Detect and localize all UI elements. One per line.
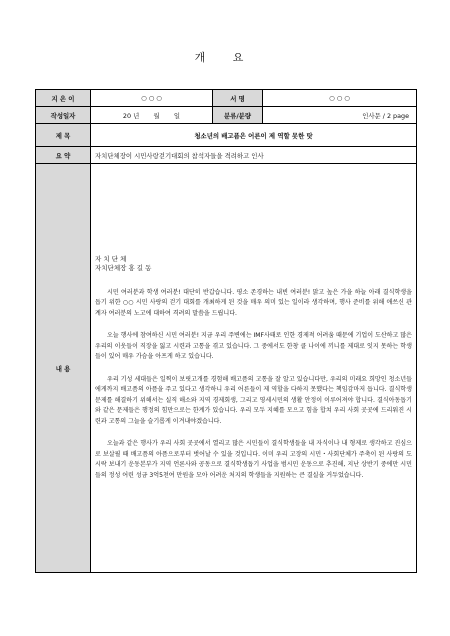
category-label: 분류/분량 [213, 107, 263, 124]
subject-row [36, 124, 417, 147]
content-row [36, 164, 417, 573]
body-paragraph: 시민 여러분과 학생 여러분! 대단히 반갑습니다. 평소 존경하는 내빈 여러분! 맑고 높은 가을 하늘 아래 결식학생을 돕기 위한 ○○ 시민 사랑의 걷기 대회를 개최하게 된 것을 매우 의미 있는 일이라 생각하며, 행사 준비를 위해 애쓰신 관계자 여러분의 노고에 대하여 격려의 말씀을 드립니다. [95, 288, 412, 317]
body-paragraph: 우리 기성 세대들은 일찍이 보릿고개를 경험해 배고픔의 고통을 잘 알고 있습니다만, 우리의 미래요 희망인 청소년들에게까지 배고픔의 아픔을 주고 있다고 생각하니 우리 어른들이 제 역할을 다하지 못했다는 책임감마저 듭니다. 결식학생 문제를 해결하기 위해서는 실직 해소와 지역 경제회생, 그리고 영세시민의 생활 안정이 이루어져야 합니다. 결식아동돕기와 같은 문제들은 행정의 힘만으로는 한계가 있습니다. 우리 모두 지혜를 모으고 힘을 합쳐 우리 사회 곳곳에 드리워진 시련과 고통의 그늘을 슬기롭게 이겨내야겠습니다. [95, 375, 412, 425]
greeting-line-1: 자 치 단 체 [95, 254, 127, 263]
content-body [91, 164, 417, 573]
position-label: 서 명 [213, 90, 263, 107]
date-month-unit: 월 [153, 111, 160, 120]
summary-value: 자치단체장이 시민사랑걷기대회의 참석자들을 격려하고 인사 [91, 147, 417, 164]
position-value: ○ ○ ○ [263, 90, 417, 107]
summary-label: 요 약 [36, 147, 91, 164]
date-value [91, 107, 213, 124]
content-label: 내 용 [36, 164, 91, 573]
body-paragraph: 오늘과 같은 행사가 우리 사회 곳곳에서 열리고 많은 시민들이 결식학생들을 내 자식이나 내 형제로 생각하고 진심으로 보살필 때 배고픔의 아픔으로부터 벗어날 수 있을 것입니다. 이미 우리 고장의 시민・사회단체가 주축이 된 사랑의 도시락 보내기 운동본부가 지역 언론사와 공동으로 결식학생돕기 사업을 범시민 운동으로 추진해, 지난 상반기 중에만 시민들의 정성 어린 성금 3억5천여 만원을 모아 어려운 처지의 학생들을 지원하는 큰 결실을 거두었습니다. [95, 440, 412, 479]
summary-row [36, 147, 417, 164]
writer-label: 지 은 이 [36, 90, 91, 107]
date-label: 작성일자 [36, 107, 91, 124]
greeting-line-2: 자치단체장 홍 길 동 [95, 264, 152, 273]
writer-value: ○ ○ ○ [91, 90, 213, 107]
date-day-unit: 일 [173, 111, 181, 120]
subject-value: 청소년의 배고픔은 어른이 제 역할 못한 탓 [91, 124, 417, 147]
writer-row [36, 90, 417, 107]
document-form-table [35, 89, 417, 573]
page-title: 개 요 [194, 51, 256, 64]
subject-label: 제 목 [36, 124, 91, 147]
date-year-unit: 년 [133, 111, 140, 120]
category-value: 인사문 / 2 page [263, 107, 417, 124]
date-row [36, 107, 417, 124]
body-paragraph: 오늘 행사에 참여하신 시민 여러분! 지금 우리 주변에는 IMF사태로 인한 경제적 어려움 때문에 기업이 도산하고 많은 우리의 이웃들이 직장을 잃고 시련과 고통을 겪고 있습니다. 그 중에서도 한창 클 나이에 끼니를 제대로 잇지 못하는 학생들이 있어 매우 가슴을 아프게 하고 있습니다. [95, 332, 412, 361]
date-year: 20 [122, 111, 132, 120]
